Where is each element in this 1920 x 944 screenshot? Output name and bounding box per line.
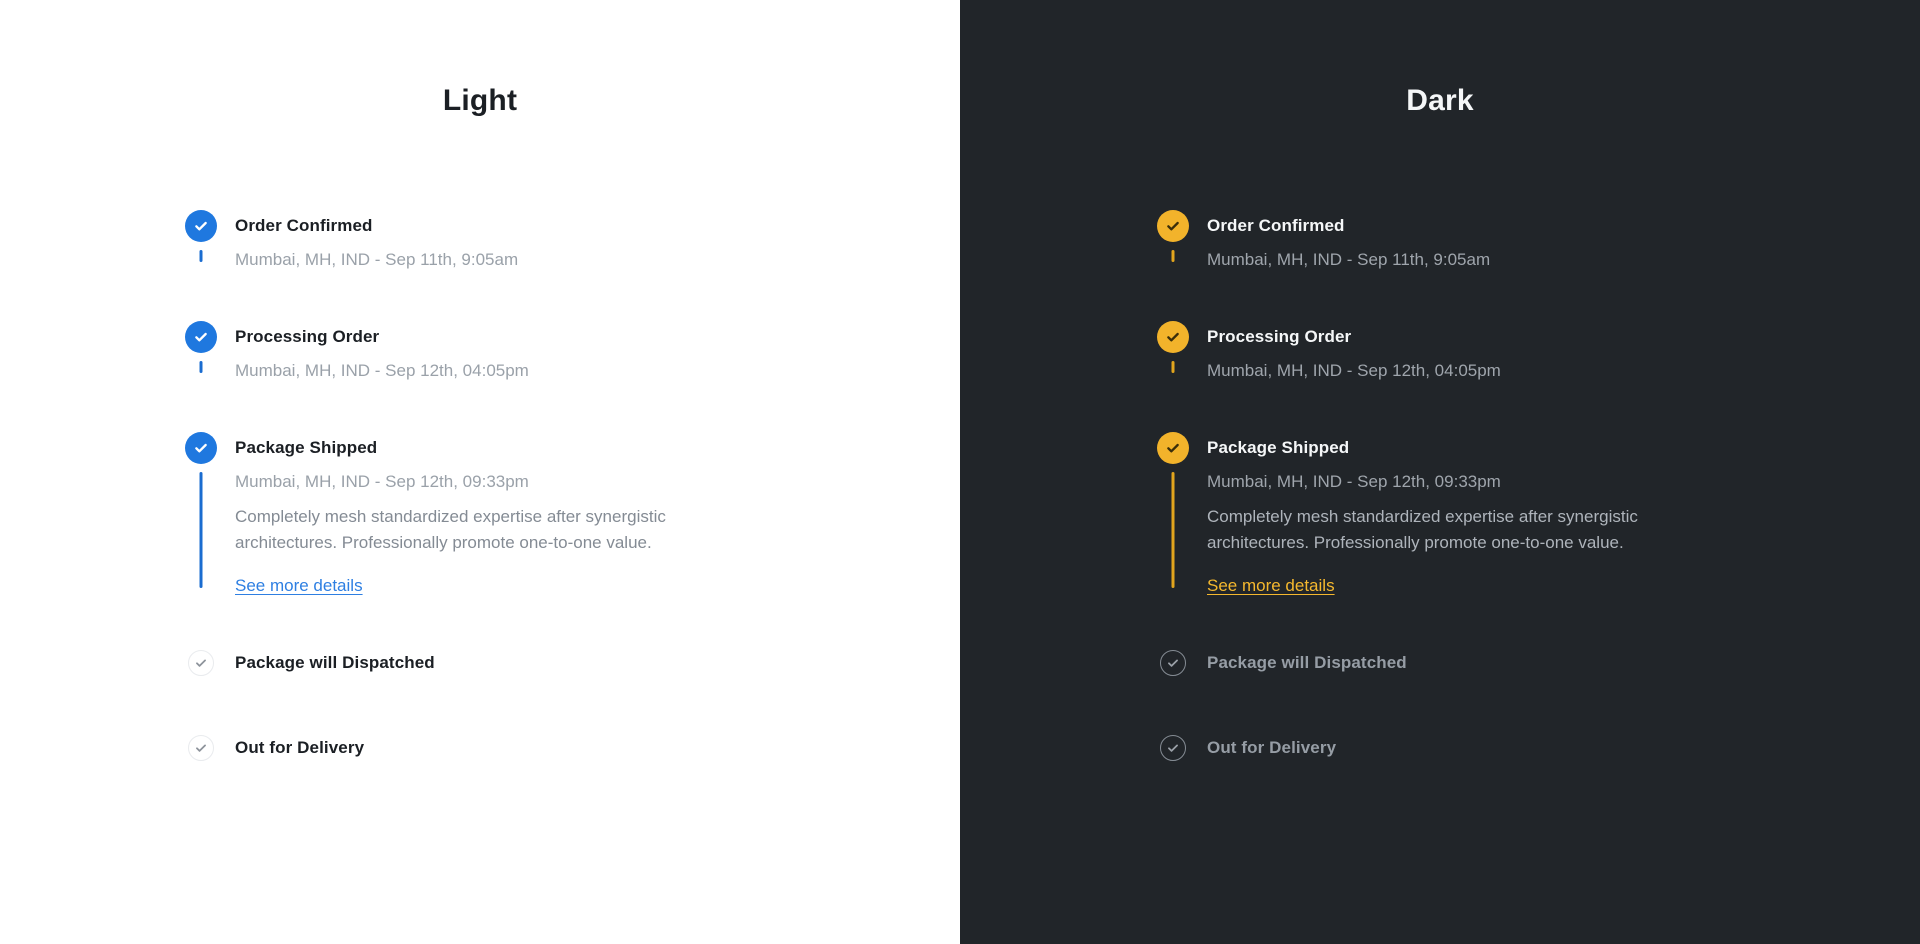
check-circle-icon xyxy=(185,210,217,242)
timeline-rail xyxy=(185,321,217,383)
timeline-rail xyxy=(1157,732,1189,761)
step-timestamp: Mumbai, MH, IND - Sep 11th, 9:05am xyxy=(1207,250,1491,269)
panel-title: Light xyxy=(442,84,518,117)
timeline-step xyxy=(185,210,960,321)
order-timeline xyxy=(0,210,960,761)
step-title: Order Confirmed xyxy=(235,216,373,235)
timeline-step xyxy=(1157,647,1920,732)
step-title: Package will Dispatched xyxy=(1207,653,1407,672)
see-more-details-link[interactable]: See more details xyxy=(1207,576,1335,595)
order-timeline xyxy=(960,210,1920,761)
timeline-step xyxy=(1157,210,1920,321)
step-title: Package will Dispatched xyxy=(235,653,435,672)
pending-circle-icon xyxy=(188,735,214,761)
timeline-connector xyxy=(200,361,203,373)
check-circle-icon xyxy=(1157,321,1189,353)
step-description: Completely mesh standardized expertise after synergistic architectures. Professionally promote one-to-one value. xyxy=(1207,507,1638,552)
step-title: Out for Delivery xyxy=(235,738,365,757)
step-timestamp: Mumbai, MH, IND - Sep 12th, 04:05pm xyxy=(1207,361,1501,380)
timeline-step xyxy=(1157,432,1920,647)
step-title: Processing Order xyxy=(1207,327,1352,346)
timeline-step xyxy=(1157,321,1920,432)
step-title: Package Shipped xyxy=(1207,438,1350,457)
check-circle-icon xyxy=(1157,210,1189,242)
timeline-rail xyxy=(185,210,217,272)
step-title: Package Shipped xyxy=(235,438,378,457)
step-title: Out for Delivery xyxy=(1207,738,1337,757)
see-more-details-link[interactable]: See more details xyxy=(235,576,363,595)
timeline-connector xyxy=(200,250,203,262)
timeline-step xyxy=(185,647,960,732)
timeline-rail xyxy=(185,732,217,761)
timeline-step xyxy=(1157,732,1920,761)
step-timestamp: Mumbai, MH, IND - Sep 12th, 09:33pm xyxy=(235,472,529,491)
check-circle-icon xyxy=(1157,432,1189,464)
pending-circle-icon xyxy=(188,650,214,676)
theme-panel-dark xyxy=(960,0,1920,944)
step-timestamp: Mumbai, MH, IND - Sep 12th, 09:33pm xyxy=(1207,472,1501,491)
timeline-rail xyxy=(1157,210,1189,272)
step-title: Processing Order xyxy=(235,327,380,346)
timeline-rail xyxy=(185,432,217,598)
step-description: Completely mesh standardized expertise after synergistic architectures. Professionally promote one-to-one value. xyxy=(235,507,666,552)
timeline-connector xyxy=(1172,361,1175,373)
step-timestamp: Mumbai, MH, IND - Sep 11th, 9:05am xyxy=(235,250,519,269)
pending-circle-icon xyxy=(1160,735,1186,761)
check-circle-icon xyxy=(185,321,217,353)
timeline-rail xyxy=(1157,432,1189,598)
timeline-connector xyxy=(1172,472,1175,588)
step-title: Order Confirmed xyxy=(1207,216,1345,235)
timeline-step xyxy=(185,432,960,647)
timeline-rail xyxy=(185,647,217,676)
timeline-rail xyxy=(1157,647,1189,676)
timeline-step xyxy=(185,732,960,761)
panel-title: Dark xyxy=(1406,84,1474,117)
timeline-step xyxy=(185,321,960,432)
timeline-rail xyxy=(1157,321,1189,383)
timeline-connector xyxy=(200,472,203,588)
step-timestamp: Mumbai, MH, IND - Sep 12th, 04:05pm xyxy=(235,361,529,380)
check-circle-icon xyxy=(185,432,217,464)
pending-circle-icon xyxy=(1160,650,1186,676)
timeline-connector xyxy=(1172,250,1175,262)
